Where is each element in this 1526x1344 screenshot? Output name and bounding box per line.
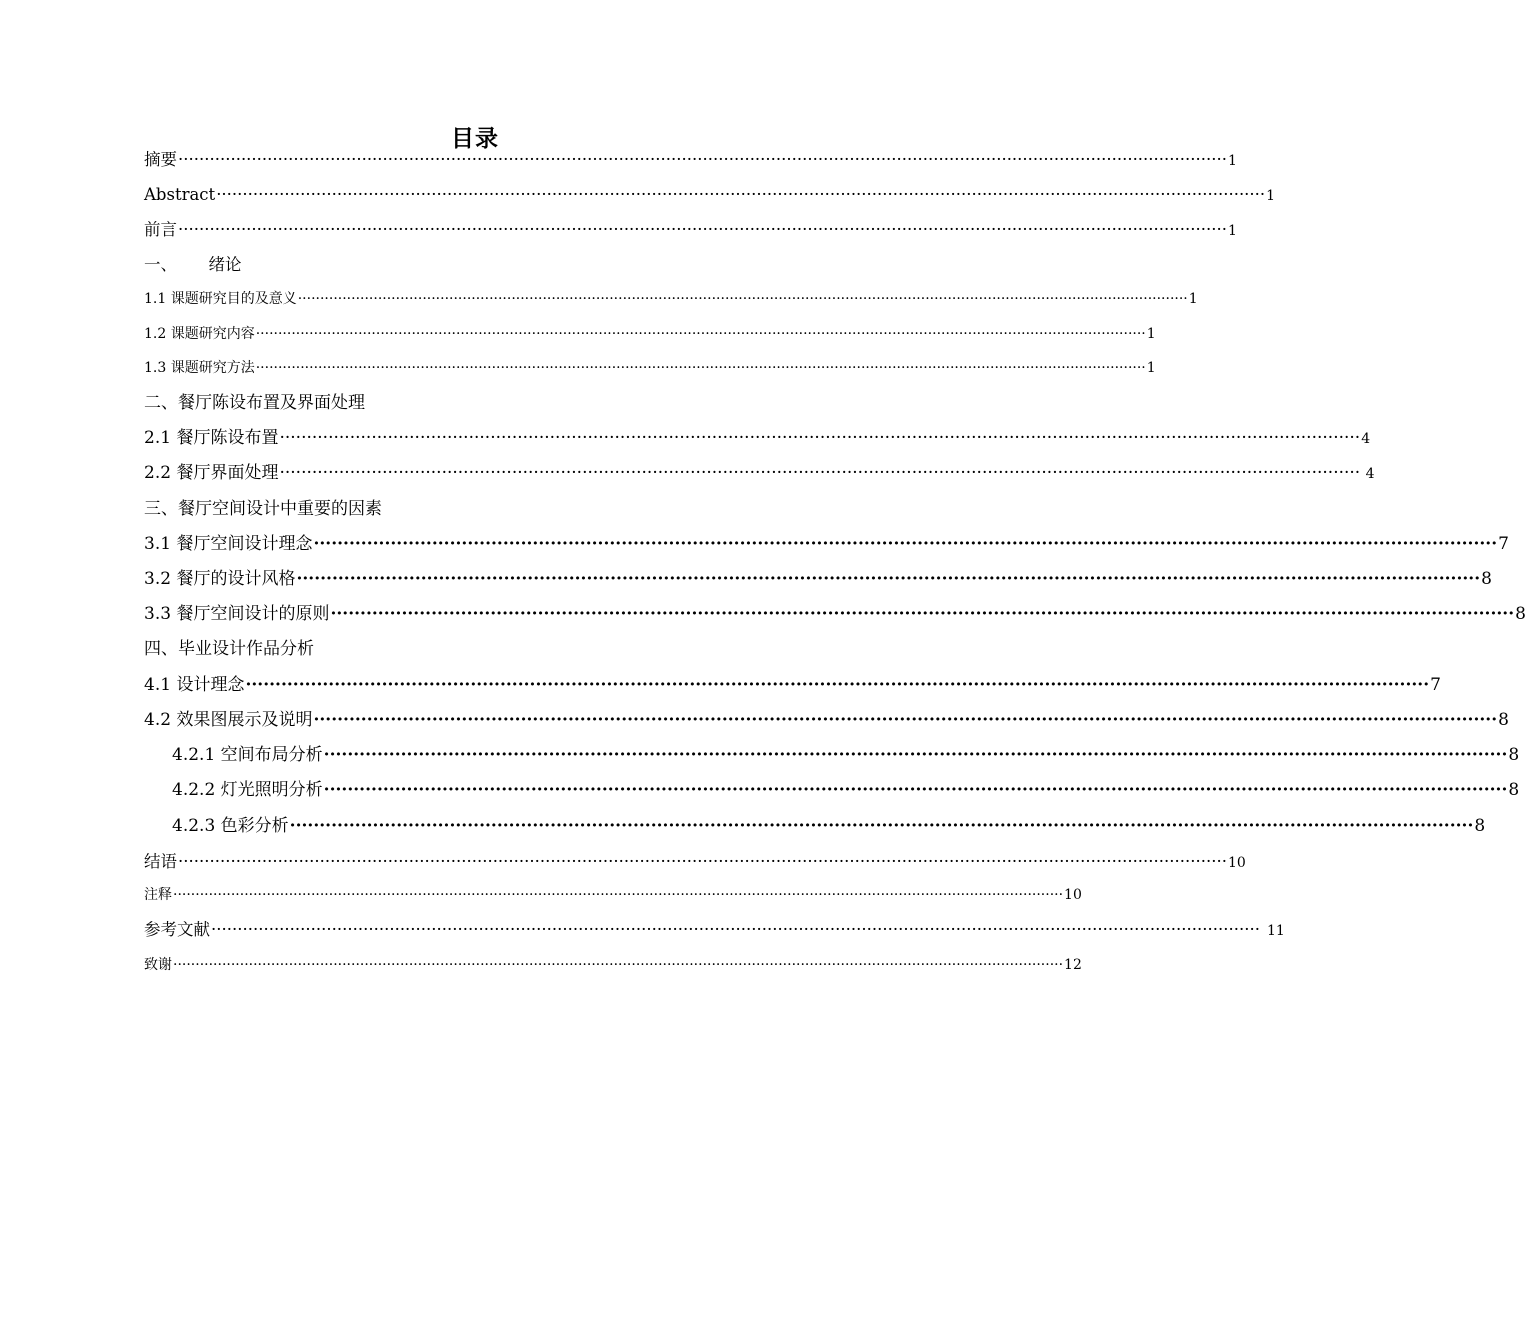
toc-entry-3-2[interactable] <box>144 569 1492 589</box>
toc-entry-label: 2.1 餐厅陈设布置 <box>144 428 279 448</box>
dot-leader: ········································································································································································································ <box>211 920 1260 939</box>
toc-entry-3-3[interactable] <box>144 604 1526 624</box>
toc-entry-abstract-cn[interactable] <box>144 150 1237 170</box>
toc-entry-label: 1.3 课题研究方法 <box>144 360 255 376</box>
toc-entry-page: 8 <box>1508 780 1520 800</box>
toc-chapter-4[interactable] <box>144 639 314 659</box>
dot-leader: ········································································································································································································ <box>296 569 1481 589</box>
toc-entry-label: 前言 <box>144 220 177 239</box>
toc-entry-4-2-1[interactable] <box>172 745 1520 765</box>
toc-entry-page: 12 <box>1064 957 1082 973</box>
dot-leader: ········································································································································································································ <box>323 780 1508 800</box>
dot-leader: ········································································································································································································ <box>289 816 1474 836</box>
toc-entry-page: 10 <box>1064 887 1082 903</box>
dot-leader: ········································································································································································································ <box>178 852 1227 871</box>
toc-entry-page: 8 <box>1481 569 1492 589</box>
toc-entry-page: 11 <box>1266 923 1285 939</box>
toc-entry-page: 8 <box>1508 745 1520 765</box>
toc-entry-notes[interactable] <box>144 887 1082 904</box>
toc-entry-1-2[interactable] <box>144 326 1156 343</box>
toc-entry-label: 1.1 课题研究目的及意义 <box>144 291 297 307</box>
dot-leader: ········································································································································································································ <box>178 220 1227 239</box>
toc-entry-page: 1 <box>1146 360 1156 376</box>
dot-leader: ········································································································································································································ <box>255 360 1146 376</box>
toc-entry-4-2-3[interactable] <box>172 816 1486 836</box>
toc-entry-label: 3.1 餐厅空间设计理念 <box>144 534 313 554</box>
toc-entry-1-1[interactable] <box>144 291 1198 308</box>
toc-chapter-1[interactable] <box>144 255 241 275</box>
toc-entry-page: 7 <box>1430 675 1441 695</box>
toc-entry-abstract-en[interactable] <box>144 185 1276 205</box>
dot-leader: ········································································································································································································ <box>297 291 1188 307</box>
toc-entry-2-2[interactable] <box>144 463 1375 483</box>
toc-entry-label: 2.2 餐厅界面处理 <box>144 463 279 483</box>
toc-entry-label: 三、餐厅空间设计中重要的因素 <box>144 499 382 519</box>
toc-chapter-3[interactable] <box>144 499 382 519</box>
toc-entry-label: 4.1 设计理念 <box>144 675 245 695</box>
toc-entry-label: 3.2 餐厅的设计风格 <box>144 569 296 589</box>
dot-leader: ········································································································································································································ <box>216 185 1266 204</box>
toc-entry-page: 8 <box>1498 710 1509 730</box>
toc-entry-label: 参考文献 <box>144 920 210 939</box>
toc-entry-4-2-2[interactable] <box>172 780 1520 800</box>
dot-leader: ········································································································································································································ <box>245 675 1430 695</box>
toc-entry-label: 一、 绪论 <box>144 255 242 274</box>
toc-entry-page: 1 <box>1146 326 1156 342</box>
toc-entry-label: 4.2.2 灯光照明分析 <box>172 780 323 800</box>
toc-entry-page: 8 <box>1474 816 1486 836</box>
dot-leader: ········································································································································································································ <box>279 428 1361 448</box>
toc-entry-4-2[interactable] <box>144 710 1509 730</box>
toc-entry-page: 1 <box>1227 153 1237 169</box>
dot-leader: ········································································································································································································ <box>313 710 1498 730</box>
toc-entry-label: 摘要 <box>144 150 177 169</box>
toc-entry-1-3[interactable] <box>144 360 1156 377</box>
dot-leader: ········································································································································································································ <box>255 326 1146 342</box>
toc-entry-2-1[interactable] <box>144 428 1371 448</box>
toc-entry-acknowledgements[interactable] <box>144 957 1082 974</box>
toc-title: 目录 <box>451 125 499 152</box>
toc-entry-page: 4 <box>1361 466 1375 482</box>
dot-leader: ········································································································································································································ <box>323 745 1508 765</box>
toc-entry-label: 3.3 餐厅空间设计的原则 <box>144 604 330 624</box>
toc-chapter-2[interactable] <box>144 393 365 413</box>
toc-entry-4-1[interactable] <box>144 675 1441 695</box>
dot-leader: ········································································································································································································ <box>313 534 1498 554</box>
toc-entry-label: 4.2 效果图展示及说明 <box>144 710 313 730</box>
toc-entry-references[interactable] <box>144 920 1285 940</box>
toc-entry-3-1[interactable] <box>144 534 1509 554</box>
toc-entry-page: 7 <box>1498 534 1509 554</box>
dot-leader: ········································································································································································································ <box>173 957 1064 973</box>
toc-entry-label: 致谢 <box>144 957 172 973</box>
dot-leader: ········································································································································································································ <box>178 150 1227 169</box>
dot-leader: ········································································································································································································ <box>279 463 1361 483</box>
toc-entry-page: 10 <box>1227 855 1246 871</box>
toc-entry-label: 四、毕业设计作品分析 <box>144 639 314 659</box>
toc-entry-page: 8 <box>1515 604 1526 624</box>
toc-entry-label: 1.2 课题研究内容 <box>144 326 255 342</box>
toc-entry-label: Abstract <box>144 185 216 204</box>
dot-leader: ········································································································································································································ <box>330 604 1515 624</box>
toc-entry-page: 1 <box>1227 223 1237 239</box>
toc-entry-preface[interactable] <box>144 220 1237 240</box>
toc-entry-label: 注释 <box>144 887 172 903</box>
toc-entry-page: 1 <box>1188 291 1198 307</box>
toc-entry-label: 结语 <box>144 852 177 871</box>
dot-leader: ········································································································································································································ <box>173 887 1064 903</box>
toc-entry-conclusion[interactable] <box>144 852 1246 872</box>
toc-entry-page: 1 <box>1266 188 1276 204</box>
toc-entry-label: 4.2.1 空间布局分析 <box>172 745 323 765</box>
toc-entry-label: 4.2.3 色彩分析 <box>172 816 289 836</box>
toc-entry-page: 4 <box>1361 431 1371 447</box>
toc-entry-label: 二、餐厅陈设布置及界面处理 <box>144 393 365 413</box>
